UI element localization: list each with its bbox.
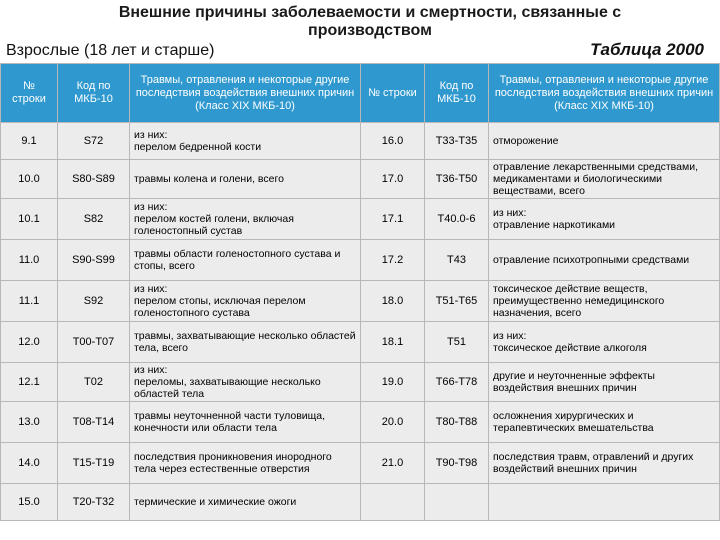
- row-code-left: S80-S89: [58, 160, 130, 199]
- row-code-right: T43: [425, 240, 489, 281]
- row-num-right: 16.0: [361, 123, 425, 160]
- table-row: [1, 484, 720, 521]
- row-code-left: S72: [58, 123, 130, 160]
- row-num-right: 20.0: [361, 402, 425, 443]
- header-code-left: Код по МКБ-10: [58, 64, 130, 123]
- row-code-right: T80-T88: [425, 402, 489, 443]
- row-desc-left: из них: перелом стопы, исключая перелом голеностопного сустава: [130, 281, 361, 322]
- table-row: [1, 240, 720, 281]
- row-desc-right: последствия травм, отравлений и других воздействий внешних причин: [489, 443, 720, 484]
- row-desc-right: отморожение: [489, 123, 720, 160]
- table-row: [1, 281, 720, 322]
- row-code-right: T51: [425, 322, 489, 363]
- row-desc-right: [489, 484, 720, 521]
- row-desc-left: из них: перелом костей голени, включая голеностопный сустав: [130, 199, 361, 240]
- table-body: [1, 123, 720, 521]
- row-code-left: S92: [58, 281, 130, 322]
- row-code-left: S90-S99: [58, 240, 130, 281]
- table-header-row: [1, 64, 720, 123]
- header-num-left: № строки: [1, 64, 58, 123]
- row-desc-left: травмы колена и голени, всего: [130, 160, 361, 199]
- row-num-left: 11.1: [1, 281, 58, 322]
- row-code-right: [425, 484, 489, 521]
- row-desc-left: из них: переломы, захватывающие несколько областей тела: [130, 363, 361, 402]
- row-code-right: T66-T78: [425, 363, 489, 402]
- row-num-right: 18.0: [361, 281, 425, 322]
- row-code-left: T02: [58, 363, 130, 402]
- row-desc-right: осложнения хирургических и терапевтических вмешательства: [489, 402, 720, 443]
- table-row: [1, 322, 720, 363]
- table-row: [1, 363, 720, 402]
- table-row: [1, 199, 720, 240]
- row-num-left: 13.0: [1, 402, 58, 443]
- row-code-left: T00-T07: [58, 322, 130, 363]
- table-row: [1, 443, 720, 484]
- row-num-left: 12.0: [1, 322, 58, 363]
- row-num-left: 15.0: [1, 484, 58, 521]
- row-num-left: 10.0: [1, 160, 58, 199]
- header-num-right: № строки: [361, 64, 425, 123]
- row-num-right: 21.0: [361, 443, 425, 484]
- row-num-right: 19.0: [361, 363, 425, 402]
- page-subtitle: Взрослые (18 лет и старше): [6, 42, 215, 59]
- row-num-left: 14.0: [1, 443, 58, 484]
- row-num-right: 17.0: [361, 160, 425, 199]
- row-num-right: 17.1: [361, 199, 425, 240]
- row-code-right: T33-T35: [425, 123, 489, 160]
- row-code-left: T20-T32: [58, 484, 130, 521]
- row-num-right: 17.2: [361, 240, 425, 281]
- table-label: Таблица 2000: [590, 40, 704, 59]
- row-num-right: [361, 484, 425, 521]
- row-desc-right: отравление психотропными средствами: [489, 240, 720, 281]
- row-desc-left: последствия проникновения инородного тела через естественные отверстия: [130, 443, 361, 484]
- row-desc-right: из них: токсическое действие алкоголя: [489, 322, 720, 363]
- row-code-right: T36-T50: [425, 160, 489, 199]
- row-code-right: T90-T98: [425, 443, 489, 484]
- row-code-right: T40.0-6: [425, 199, 489, 240]
- table-row: [1, 123, 720, 160]
- row-code-right: T51-T65: [425, 281, 489, 322]
- row-code-left: T08-T14: [58, 402, 130, 443]
- table-row: [1, 160, 720, 199]
- row-desc-left: травмы, захватывающие несколько областей тела, всего: [130, 322, 361, 363]
- row-num-right: 18.1: [361, 322, 425, 363]
- row-desc-right: токсическое действие веществ, преимущественно немедицинского назначения, всего: [489, 281, 720, 322]
- row-code-left: S82: [58, 199, 130, 240]
- row-num-left: 9.1: [1, 123, 58, 160]
- row-desc-left: из них: перелом бедренной кости: [130, 123, 361, 160]
- header-desc-right: Травмы, отравления и некоторые другие последствия воздействия внешних причин (Класс XIX МКБ-10): [489, 64, 720, 123]
- row-desc-right: отравление лекарственными средствами, медикаментами и биологическими веществами, всего: [489, 160, 720, 199]
- row-desc-left: термические и химические ожоги: [130, 484, 361, 521]
- row-code-left: T15-T19: [58, 443, 130, 484]
- row-num-left: 11.0: [1, 240, 58, 281]
- page-title: Внешние причины заболеваемости и смертности, связанные с производством: [118, 4, 622, 39]
- header-code-right: Код по МКБ-10: [425, 64, 489, 123]
- row-desc-right: из них: отравление наркотиками: [489, 199, 720, 240]
- row-desc-left: травмы неуточненной части туловища, конечности или области тела: [130, 402, 361, 443]
- row-desc-right: другие и неуточненные эффекты воздействия внешних причин: [489, 363, 720, 402]
- row-num-left: 12.1: [1, 363, 58, 402]
- table-row: [1, 402, 720, 443]
- header-desc-left: Травмы, отравления и некоторые другие последствия воздействия внешних причин (Класс XIX МКБ-10): [130, 64, 361, 123]
- causes-table: [0, 63, 720, 521]
- row-desc-left: травмы области голеностопного сустава и стопы, всего: [130, 240, 361, 281]
- row-num-left: 10.1: [1, 199, 58, 240]
